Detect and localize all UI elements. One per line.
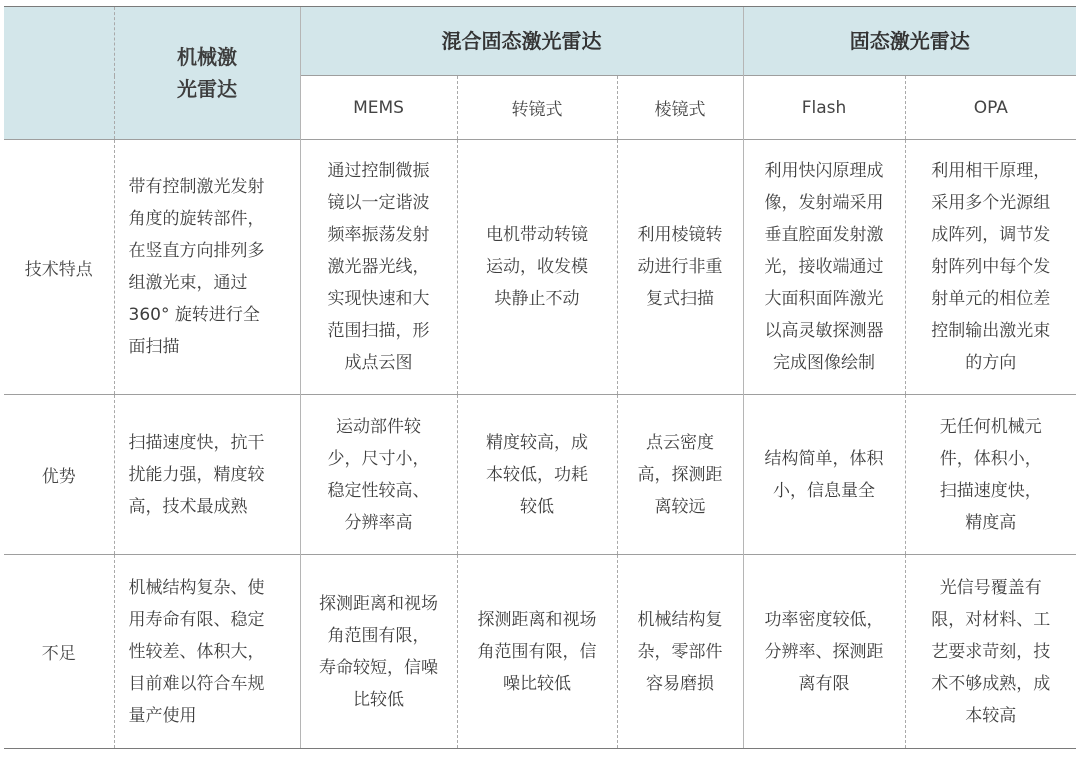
table-cell: 探测距离和视场 角范围有限， 寿命较短，信噪 比较低 [300,555,457,749]
table-row [4,555,1076,749]
table-cell: 结构简单，体积 小，信息量全 [743,395,905,555]
table-cell: 利用快闪原理成 像，发射端采用 垂直腔面发射激 光，接收端通过 大面积面阵激光 以高灵敏探测器 完成图像绘制 [743,140,905,395]
hybrid-solid-lidar-header [300,7,743,76]
corner-header-cell [4,7,114,140]
subheader-mems: MEMS [300,76,457,140]
hybrid-solid-lidar-title: 混合固态激光雷达 [441,29,602,53]
table-cell: 精度较高，成 本较低，功耗 较低 [457,395,617,555]
solid-state-lidar-title: 固态激光雷达 [849,29,970,53]
table-row [4,395,1076,555]
table-cell: 机械结构复杂、使 用寿命有限、稳定 性较差、体积大， 目前难以符合车规 量产使用 [114,555,300,749]
subheader-flash: Flash [743,76,905,140]
table-cell: 光信号覆盖有 限，对材料、工 艺要求苛刻，技 术不够成熟，成 本较高 [905,555,1076,749]
mechanical-lidar-title: 机械激 光雷达 [177,45,237,101]
table-cell: 机械结构复 杂，零部件 容易磨损 [617,555,743,749]
table-cell: 功率密度较低， 分辨率、探测距 离有限 [743,555,905,749]
table-cell: 利用棱镜转 动进行非重 复式扫描 [617,140,743,395]
mechanical-lidar-header [114,7,300,140]
table-cell: 带有控制激光发射 角度的旋转部件， 在竖直方向排列多 组激光束，通过 360° 旋转进行全 面扫描 [114,140,300,395]
subheader-rotating-mirror: 转镜式 [457,76,617,140]
row-label-disadvantages: 不足 [4,555,114,749]
table-cell: 探测距离和视场 角范围有限，信 噪比较低 [457,555,617,749]
table-cell: 利用相干原理， 采用多个光源组 成阵列，调节发 射阵列中每个发 射单元的相位差 控制输出激光束 的方向 [905,140,1076,395]
table-cell: 扫描速度快，抗干 扰能力强，精度较 高，技术最成熟 [114,395,300,555]
table-cell: 通过控制微振 镜以一定谐波 频率振荡发射 激光器光线， 实现快速和大 范围扫描，形 成点云图 [300,140,457,395]
table-cell: 点云密度 高，探测距 离较远 [617,395,743,555]
row-label-features: 技术特点 [4,140,114,395]
table-cell: 运动部件较 少，尺寸小， 稳定性较高、 分辨率高 [300,395,457,555]
subheader-opa: OPA [905,76,1076,140]
table-cell: 电机带动转镜 运动，收发模 块静止不动 [457,140,617,395]
subheader-prism: 棱镜式 [617,76,743,140]
row-label-advantages: 优势 [4,395,114,555]
lidar-comparison-table [4,6,1076,749]
table-cell: 无任何机械元 件，体积小， 扫描速度快， 精度高 [905,395,1076,555]
solid-state-lidar-header [743,7,1076,76]
table-row [4,140,1076,395]
